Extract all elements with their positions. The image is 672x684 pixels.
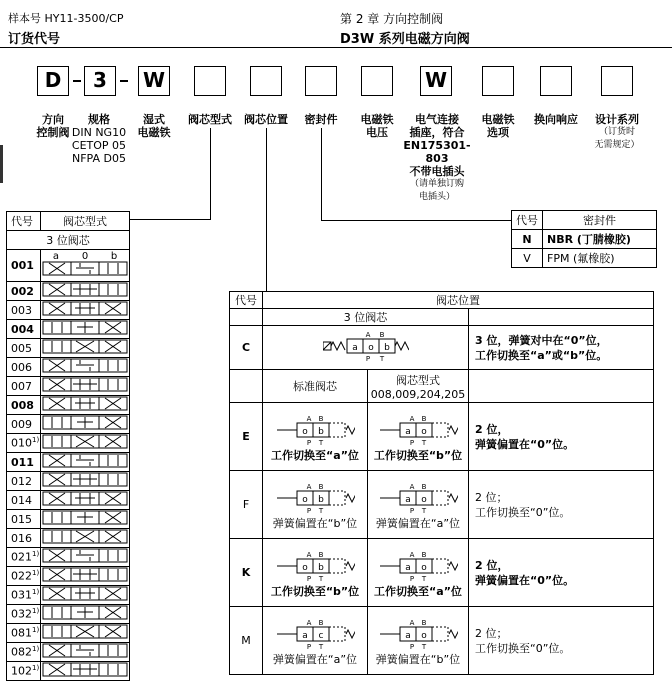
spool-symbol-cell <box>41 491 130 510</box>
spool-symbol-cell <box>41 624 130 643</box>
spool-symbol <box>41 605 129 620</box>
symbol-letter: B <box>421 618 427 627</box>
symbol-letter: A <box>365 331 370 339</box>
spool-code <box>7 662 41 681</box>
spool-code <box>7 510 41 529</box>
symbol-letter: o <box>421 630 427 641</box>
dashed-envelope <box>432 423 448 437</box>
valve-symbol-3pos <box>323 329 409 363</box>
spool-envelope <box>43 321 71 334</box>
position-desc-line: 2 位； <box>475 626 508 640</box>
spring <box>346 562 355 570</box>
spool-code <box>7 567 41 586</box>
symbol-cell <box>263 326 469 370</box>
code-box-d: D <box>37 66 69 96</box>
position-desc <box>469 403 654 471</box>
spool-code-text: 008 <box>11 398 34 412</box>
spool-code-text: 011 <box>11 455 34 469</box>
position-desc <box>469 539 654 607</box>
symbol-letter: B <box>379 331 384 339</box>
spool-symbol <box>41 472 129 487</box>
symbol-letter: a <box>405 562 411 573</box>
spring <box>346 426 355 434</box>
symbol-letter: a <box>405 630 411 641</box>
symbol-letter: P <box>409 438 415 446</box>
spring <box>449 494 458 502</box>
symbol-letter: P <box>306 506 312 514</box>
spool-code-text: 009 <box>11 417 32 431</box>
spool-code-text: 005 <box>11 341 32 355</box>
caption-size: 规格 DIN NG10 CETOP 05 NFPA D05 <box>71 113 127 165</box>
valve-symbol-2pos <box>275 480 355 514</box>
symbol-letter: T <box>318 438 324 446</box>
spool-code-text: 014 <box>11 493 32 507</box>
spool-code <box>7 415 41 434</box>
spool-code-text: 016 <box>11 531 32 545</box>
footnote-mark: 1) <box>32 645 40 654</box>
spool-symbol-cell <box>41 377 130 396</box>
spool-code-text: 031 <box>11 588 32 602</box>
spool-code <box>7 548 41 567</box>
symbol-letter: B <box>421 550 427 559</box>
symbol-letter: o <box>421 426 427 437</box>
series-title: D3W 系列电磁方向阀 <box>340 32 470 47</box>
spool-position-table <box>229 291 654 675</box>
symbol-letter: A <box>409 618 415 627</box>
dashed-envelope <box>329 559 345 573</box>
spool-code <box>7 434 41 453</box>
spring <box>449 426 458 434</box>
spool-symbol-cell <box>41 510 130 529</box>
spool-code-text: 010 <box>11 436 32 450</box>
spool-envelope <box>99 262 127 275</box>
position-symbol-cell <box>368 539 469 607</box>
spool-symbol-cell <box>41 396 130 415</box>
spool-code-text: 004 <box>11 322 34 336</box>
symbol-letter: A <box>409 482 415 491</box>
position-desc-line: 工作切换至“0”位。 <box>475 505 571 519</box>
caption-spool-position: 阀芯位置 <box>244 113 288 126</box>
position-desc-line: 2 位， <box>475 422 509 436</box>
symbol-caption: 工作切换至“b”位 <box>373 448 463 462</box>
seal-desc: FPM (氟橡胶) <box>543 249 657 268</box>
caption-design-series: 设计系列 （订货时 无需规定） <box>594 113 640 150</box>
spool-type-header: 阀芯型式 008,009,204,205 <box>368 370 469 403</box>
spool-code <box>7 453 41 472</box>
spool-envelope <box>43 625 71 638</box>
spool-symbol-cell <box>41 472 130 491</box>
symbol-letter: P <box>365 355 370 363</box>
leader-line-seal-h <box>321 220 511 221</box>
spool-symbol <box>41 320 129 335</box>
symbol-letter: A <box>306 550 312 559</box>
footnote-mark: 1) <box>32 436 40 445</box>
spool-symbol-cell <box>41 320 130 339</box>
spool-envelope <box>99 454 127 467</box>
spool-symbol-cell <box>41 358 130 377</box>
dashed-envelope <box>432 627 448 641</box>
spool-envelope <box>99 473 127 486</box>
position-table-header-code: 代号 <box>230 292 263 309</box>
spool-code <box>7 250 41 282</box>
spool-code <box>7 472 41 491</box>
symbol-letter: B <box>421 414 427 423</box>
symbol-caption: 工作切换至“a”位 <box>271 448 359 462</box>
solenoid-diagonal <box>323 342 331 350</box>
spool-symbol-cell <box>41 339 130 358</box>
spool-symbol <box>41 396 129 411</box>
spool-symbol <box>41 624 129 639</box>
footnote-mark: 1) <box>32 588 40 597</box>
symbol-letter: T <box>421 574 427 582</box>
spool-symbol-cell <box>41 605 130 624</box>
spool-symbol-cell <box>41 643 130 662</box>
position-desc-line: 弹簧偏置在“0”位。 <box>475 437 575 451</box>
spool-envelope <box>43 511 71 524</box>
dashed-envelope <box>329 423 345 437</box>
caption-spool-type: 阀芯型式 <box>188 113 232 126</box>
symbol-letter: o <box>302 494 308 505</box>
leader-line-spool-type <box>210 128 211 220</box>
code-box-connector-w: W <box>420 66 452 96</box>
spool-code-text: 001 <box>11 259 34 272</box>
spool-symbol <box>41 662 129 677</box>
position-code: M <box>230 607 263 675</box>
seal-table <box>511 210 657 268</box>
spool-code-text: 003 <box>11 303 32 317</box>
caption-voltage: 电磁铁 电压 <box>360 113 394 139</box>
spool-symbol <box>41 529 129 544</box>
spool-envelope <box>99 378 127 391</box>
spool-symbol-cell <box>41 586 130 605</box>
symbol-letter: T <box>421 506 427 514</box>
symbol-letter: T <box>318 642 324 650</box>
symbol-letter: B <box>318 550 324 559</box>
position-desc-c: 3 位，弹簧对中在“0”位， 工作切换至“a”或“b”位。 <box>469 326 654 370</box>
spool-envelope <box>43 435 71 448</box>
code-box-design-series <box>601 66 633 96</box>
symbol-letter: B <box>318 414 324 423</box>
symbol-letter: A <box>306 618 312 627</box>
spool-table-subheader: 3 位阀芯 <box>7 231 130 250</box>
position-label: 0 <box>81 251 89 262</box>
spool-symbol-cell <box>41 529 130 548</box>
code-box-solenoid-option <box>482 66 514 96</box>
seal-table-header-seal: 密封件 <box>543 211 657 230</box>
spool-envelope <box>99 568 127 581</box>
valve-symbol-2pos <box>275 548 355 582</box>
symbol-letter: P <box>306 438 312 446</box>
spool-code <box>7 358 41 377</box>
spool-code-text: 081 <box>11 626 32 640</box>
spool-code-text: 006 <box>11 360 32 374</box>
leader-line-seal <box>321 128 322 221</box>
spool-code <box>7 301 41 320</box>
symbol-letter: o <box>302 562 308 573</box>
spool-code-text: 015 <box>11 512 32 526</box>
dashed-envelope <box>329 627 345 641</box>
symbol-caption: 弹簧偏置在“b”位 <box>375 652 461 666</box>
symbol-letter: b <box>318 562 324 573</box>
spool-symbol-cell <box>41 434 130 453</box>
position-desc <box>469 471 654 539</box>
code-box-response <box>540 66 572 96</box>
symbol-letter: b <box>318 494 324 505</box>
spool-code <box>7 605 41 624</box>
position-symbol-cell <box>263 539 368 607</box>
spool-code <box>7 586 41 605</box>
symbol-letter: o <box>367 343 374 353</box>
spool-symbol-cell <box>41 415 130 434</box>
position-symbol-cell <box>368 607 469 675</box>
caption-solenoid-option: 电磁铁 选项 <box>481 113 515 139</box>
spool-table-header-type: 阀芯型式 <box>41 212 130 231</box>
symbol-letter: T <box>318 506 324 514</box>
spool-code <box>7 339 41 358</box>
code-box-voltage <box>361 66 393 96</box>
position-code-c: C <box>230 326 263 370</box>
spool-symbol-cell <box>41 282 130 301</box>
spool-symbol <box>41 358 129 373</box>
position-desc-line: 弹簧偏置在“0”位。 <box>475 573 575 587</box>
spool-envelope <box>99 359 127 372</box>
spool-code-text: 021 <box>11 550 32 564</box>
spool-code <box>7 491 41 510</box>
symbol-caption: 弹簧偏置在“b”位 <box>272 516 358 530</box>
position-symbol-cell <box>263 403 368 471</box>
spool-code <box>7 643 41 662</box>
spool-symbol-cell <box>41 662 130 681</box>
spool-symbol <box>41 339 129 354</box>
spool-symbol <box>41 415 129 430</box>
code-box-3: 3 <box>84 66 116 96</box>
spring <box>395 342 409 350</box>
symbol-caption: 工作切换至“a”位 <box>374 584 462 598</box>
symbol-letter: B <box>318 618 324 627</box>
valve-symbol-2pos <box>378 480 458 514</box>
position-desc-line: 2 位， <box>475 558 509 572</box>
symbol-letter: P <box>409 506 415 514</box>
symbol-caption: 工作切换至“b”位 <box>270 584 360 598</box>
spool-code-text: 022 <box>11 569 32 583</box>
symbol-letter: a <box>405 494 411 505</box>
caption-switching-response: 换向响应 <box>534 113 578 126</box>
symbol-letter: P <box>306 574 312 582</box>
spool-symbol <box>41 453 129 468</box>
leader-line-spool-position <box>266 128 267 291</box>
code-box-seal <box>305 66 337 96</box>
symbol-letter: o <box>421 562 427 573</box>
code-dash <box>73 80 81 82</box>
symbol-letter: A <box>409 550 415 559</box>
symbol-caption: 弹簧偏置在“a”位 <box>375 516 461 530</box>
symbol-letter: o <box>421 494 427 505</box>
code-box-w: W <box>138 66 170 96</box>
symbol-letter: T <box>379 355 384 363</box>
spring <box>346 630 355 638</box>
sample-number: 样本号 HY11-3500/CP <box>8 12 124 25</box>
symbol-letter: P <box>409 574 415 582</box>
spring <box>331 342 345 350</box>
spool-table-header-code: 代号 <box>7 212 41 231</box>
symbol-letter: a <box>351 343 358 353</box>
spool-symbol <box>41 491 129 506</box>
seal-table-header-code: 代号 <box>512 211 543 230</box>
spool-code <box>7 282 41 301</box>
spool-envelope <box>43 606 71 619</box>
position-desc-line: 工作切换至“0”位。 <box>475 641 571 655</box>
symbol-letter: A <box>306 482 312 491</box>
symbol-letter: T <box>421 438 427 446</box>
spool-code <box>7 396 41 415</box>
code-dash <box>120 80 128 82</box>
order-code-title: 订货代号 <box>8 32 61 47</box>
spring <box>449 562 458 570</box>
caption-seal: 密封件 <box>304 113 338 126</box>
footnote-mark: 1) <box>32 626 40 635</box>
spool-code <box>7 529 41 548</box>
spool-code-text: 002 <box>11 284 34 298</box>
valve-symbol-2pos <box>378 548 458 582</box>
position-label: a <box>52 251 60 262</box>
symbol-letter: T <box>318 574 324 582</box>
position-code: E <box>230 403 263 471</box>
spool-envelope <box>43 530 71 543</box>
spool-symbol <box>41 548 129 563</box>
seal-desc: NBR (丁腈橡胶) <box>543 230 657 249</box>
position-symbol-cell <box>263 607 368 675</box>
position-desc <box>469 607 654 675</box>
spool-envelope <box>43 416 71 429</box>
valve-symbol-2pos <box>275 616 355 650</box>
spool-envelope <box>99 663 127 676</box>
spool-symbol-cell <box>41 453 130 472</box>
spool-code-text: 012 <box>11 474 32 488</box>
symbol-letter: P <box>409 642 415 650</box>
symbol-letter: o <box>302 426 308 437</box>
spool-symbol <box>41 250 129 278</box>
chapter-title: 第 2 章 方向控制阀 <box>340 12 444 26</box>
symbol-letter: A <box>306 414 312 423</box>
spool-symbol <box>41 567 129 582</box>
spool-symbol <box>41 282 129 297</box>
spool-symbol-cell <box>41 548 130 567</box>
spool-symbol <box>41 510 129 525</box>
spool-code-text: 007 <box>11 379 32 393</box>
dashed-envelope <box>432 559 448 573</box>
position-table-header-pos: 阀芯位置 <box>263 292 654 309</box>
position-desc-line: 2 位； <box>475 490 508 504</box>
spool-symbol <box>41 377 129 392</box>
leader-line-spool-type-h <box>130 219 211 220</box>
position-symbol-cell <box>368 471 469 539</box>
spool-code-text: 102 <box>11 664 32 678</box>
spool-code-text: 032 <box>11 607 32 621</box>
footnote-mark: 1) <box>32 607 40 616</box>
spool-symbol <box>41 434 129 449</box>
code-box-spool-position <box>250 66 282 96</box>
symbol-letter: A <box>409 414 415 423</box>
symbol-letter: a <box>302 630 308 641</box>
spring <box>449 630 458 638</box>
symbol-letter: T <box>421 642 427 650</box>
spool-symbol <box>41 586 129 601</box>
spool-envelope <box>99 644 127 657</box>
dashed-envelope <box>329 491 345 505</box>
header-rule <box>0 47 672 48</box>
footnote-mark: 1) <box>32 550 40 559</box>
position-code: F <box>230 471 263 539</box>
spool-envelope <box>99 549 127 562</box>
footnote-mark: 1) <box>32 569 40 578</box>
valve-symbol-2pos <box>275 412 355 446</box>
symbol-letter: c <box>318 630 324 641</box>
position-label: b <box>110 251 118 262</box>
spool-symbol-cell <box>41 567 130 586</box>
spool-code <box>7 320 41 339</box>
std-spool-header: 标准阀芯 <box>263 370 368 403</box>
spool-envelope <box>43 340 71 353</box>
position-code: K <box>230 539 263 607</box>
position-symbol-cell <box>368 403 469 471</box>
caption-wet-solenoid: 湿式 电磁铁 <box>137 113 171 139</box>
spool-code <box>7 624 41 643</box>
spool-code <box>7 377 41 396</box>
symbol-letter: b <box>383 343 390 353</box>
position-symbol-cell <box>263 471 368 539</box>
spool-envelope <box>99 283 127 296</box>
side-marker <box>0 145 3 183</box>
caption-electrical-connection: 电气连接 插座，符合 EN175301-803 不带电插头 （请单独订购 电插头） <box>403 113 471 202</box>
symbol-caption: 弹簧偏置在“a”位 <box>272 652 358 666</box>
symbol-letter: b <box>318 426 324 437</box>
seal-code: N <box>512 230 543 249</box>
valve-symbol-2pos <box>378 616 458 650</box>
spool-symbol-cell <box>41 301 130 320</box>
spring <box>346 494 355 502</box>
footnote-mark: 1) <box>32 664 40 673</box>
symbol-letter: P <box>306 642 312 650</box>
symbol-letter: B <box>421 482 427 491</box>
symbol-letter: B <box>318 482 324 491</box>
seal-code: V <box>512 249 543 268</box>
dashed-envelope <box>432 491 448 505</box>
spool-symbol <box>41 643 129 658</box>
code-box-spool-type <box>194 66 226 96</box>
symbol-letter: a <box>405 426 411 437</box>
valve-symbol-2pos <box>378 412 458 446</box>
position-table-subheader: 3 位阀芯 <box>263 309 469 326</box>
spool-type-table <box>6 211 130 681</box>
spool-symbol-cell <box>41 250 130 282</box>
caption-directional-valve: 方向 控制阀 <box>36 113 70 139</box>
spool-code-text: 082 <box>11 645 32 659</box>
spool-symbol <box>41 301 129 316</box>
